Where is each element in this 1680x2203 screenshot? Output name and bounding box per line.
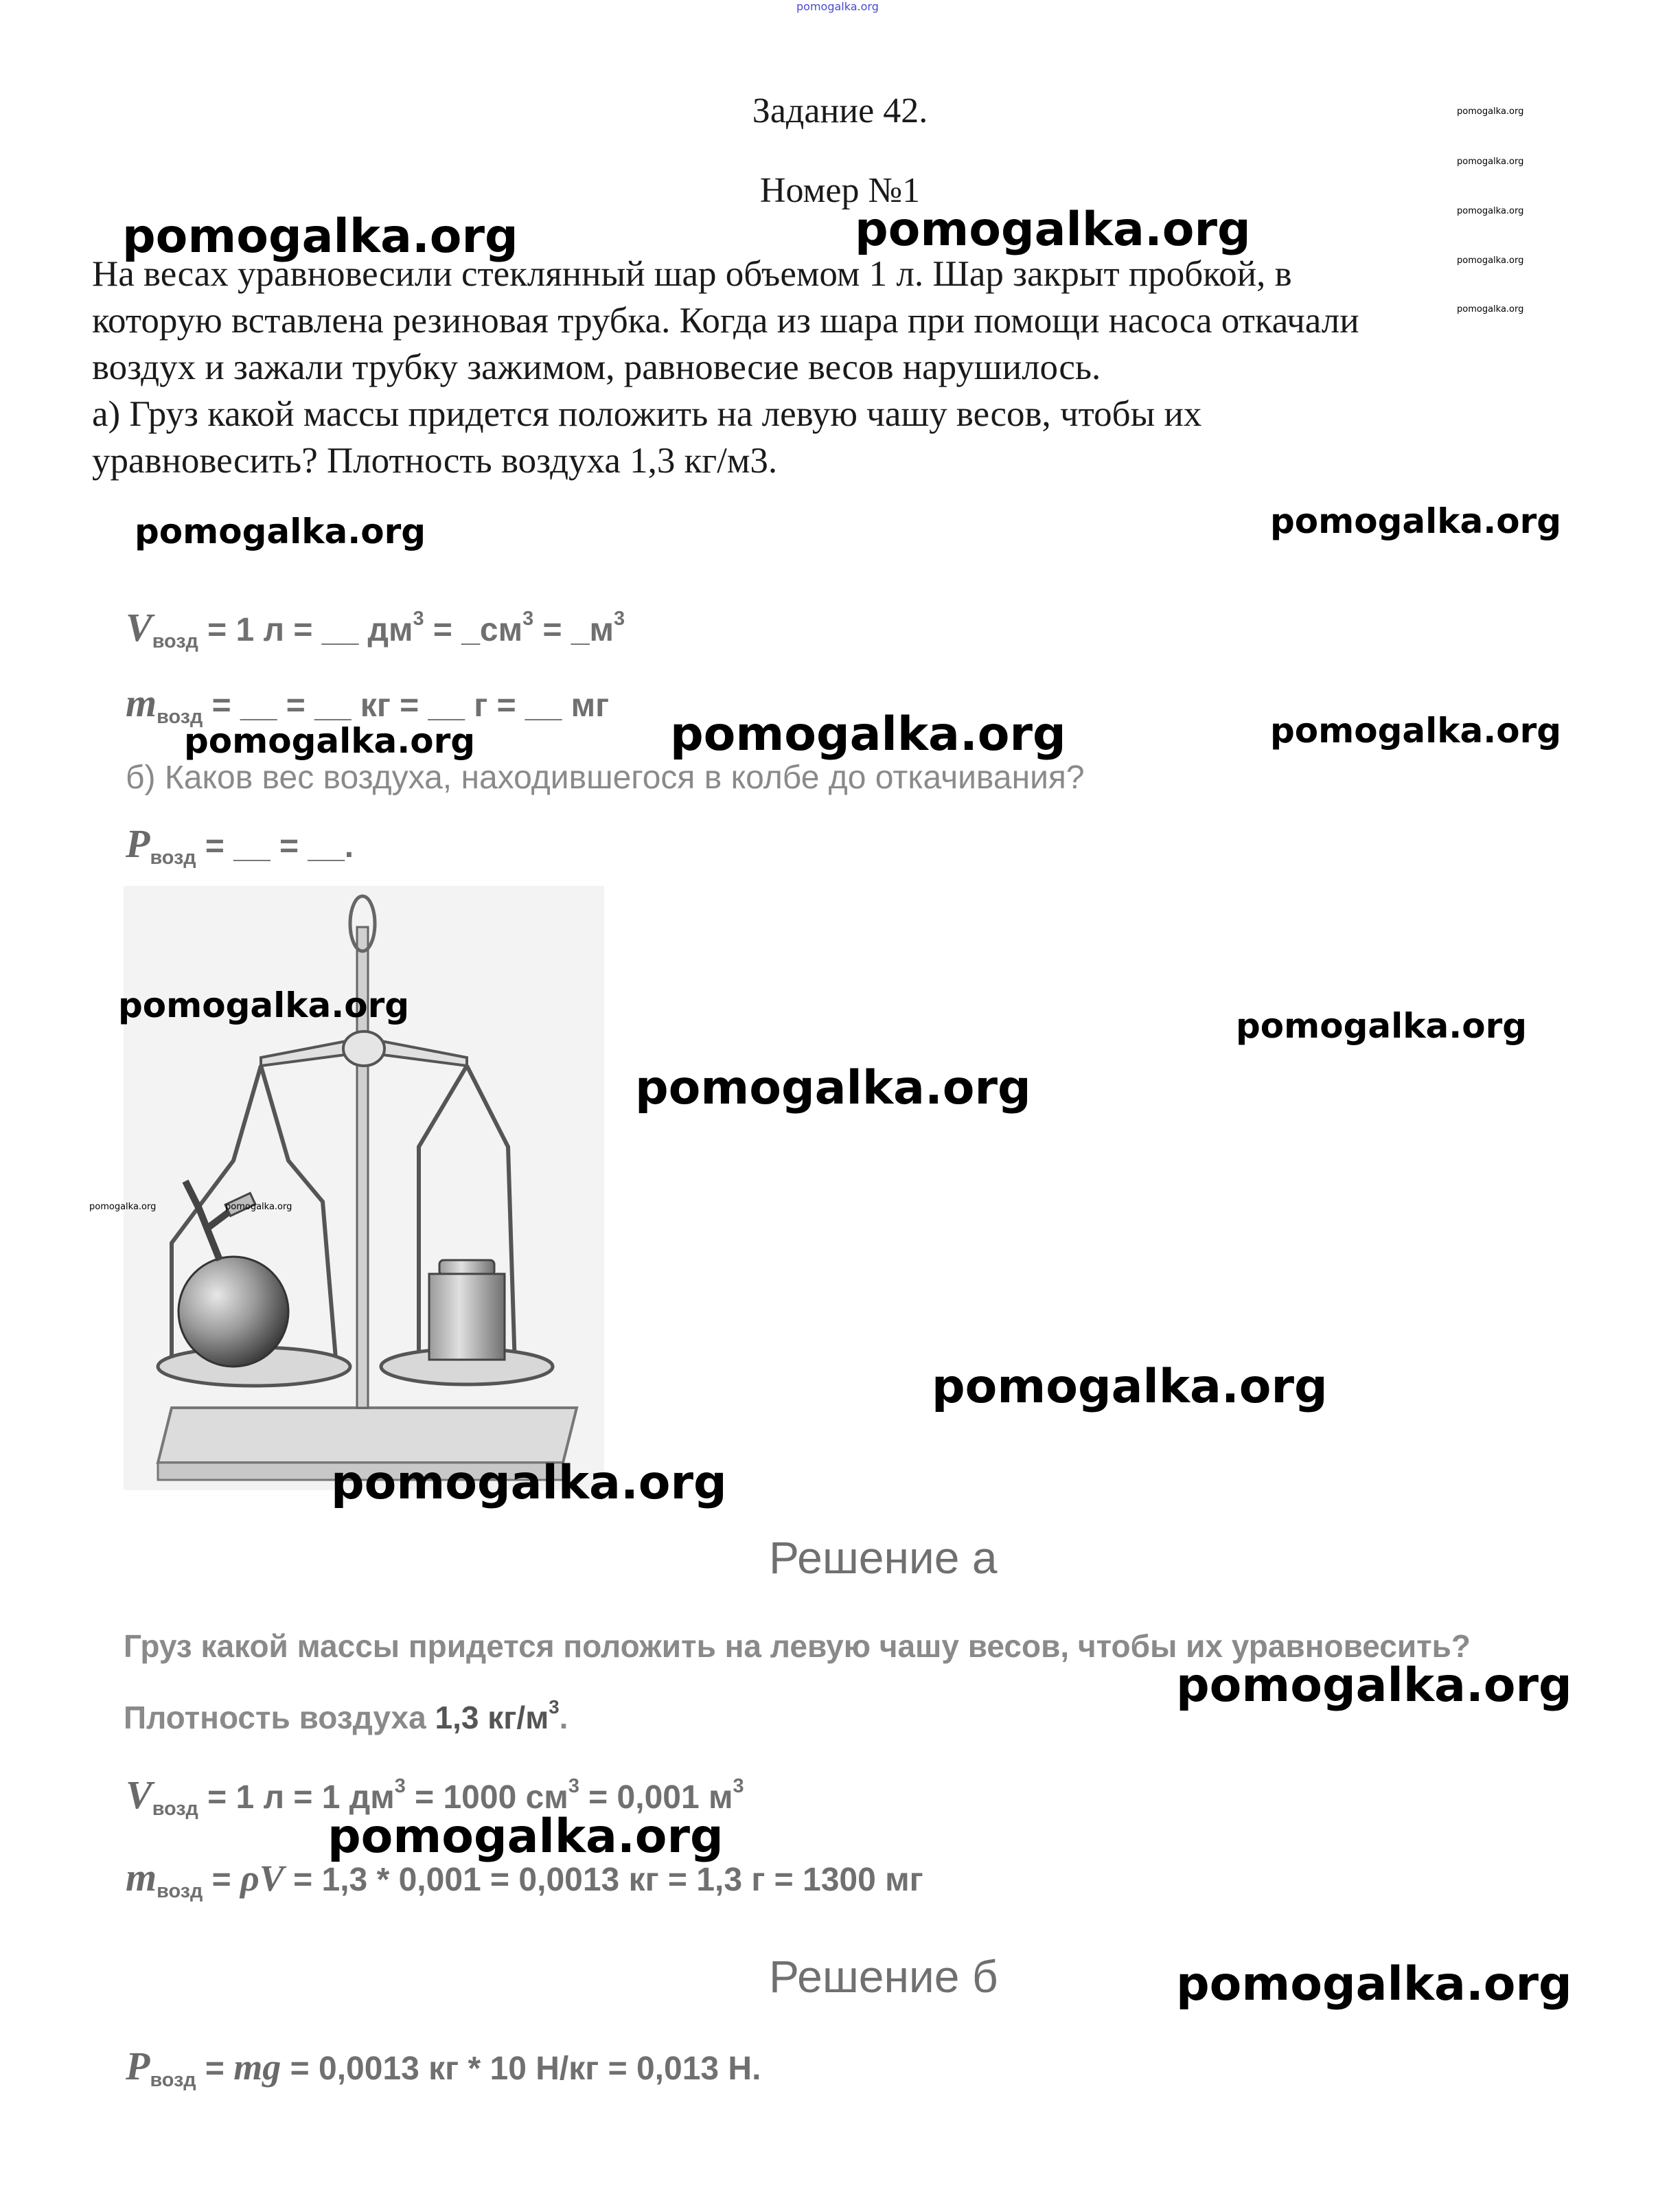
task-title: Задание 42. xyxy=(752,91,928,130)
watermark: pomogalka.org xyxy=(932,1360,1328,1414)
mass-subscript: возд xyxy=(157,706,203,729)
superscript: 3 xyxy=(413,607,424,630)
problem-line: На весах уравновесили стеклянный шар объемом 1 л. Шар закрыт пробкой, в xyxy=(92,254,1292,294)
watermark: pomogalka.org xyxy=(670,707,1066,762)
watermark: pomogalka.org xyxy=(135,512,426,551)
watermark: pomogalka.org xyxy=(1270,501,1562,541)
worksheet-question-b: б) Каков вес воздуха, находившегося в колбе до откачивания? xyxy=(126,760,1085,796)
top-site-link[interactable]: pomogalka.org xyxy=(796,0,879,13)
scale-pivot xyxy=(343,1031,384,1066)
mass-eq-part: = xyxy=(203,1862,240,1898)
volume-eq-part: = 1 л = __ дм xyxy=(198,612,413,648)
problem-line: а) Груз какой массы придется положить на левую чашу весов, чтобы их xyxy=(92,394,1202,434)
solution-a-question-line2 xyxy=(124,1696,568,1736)
problem-line: которую вставлена резиновая трубка. Когда из шара при помощи насоса откачали xyxy=(92,301,1359,341)
weight-eq-part: = 0,0013 кг * 10 Н/кг = 0,013 Н. xyxy=(281,2051,761,2087)
volume-subscript: возд xyxy=(152,630,198,653)
weight-subscript: возд xyxy=(150,847,196,869)
watermark-small: pomogalka.org xyxy=(225,1202,292,1212)
problem-line: уравновесить? Плотность воздуха 1,3 кг/м3. xyxy=(92,441,778,481)
solution-b-weight-line xyxy=(126,2043,761,2092)
punctuation: . xyxy=(559,1700,568,1736)
volume-symbol: V xyxy=(126,605,152,650)
watermark-small: pomogalka.org xyxy=(1457,206,1524,216)
mass-subscript: возд xyxy=(157,1880,203,1903)
superscript: 3 xyxy=(733,1774,744,1797)
weight-symbol: P xyxy=(126,821,150,866)
watermark: pomogalka.org xyxy=(122,209,518,264)
volume-eq-part: = 0,001 м xyxy=(579,1779,733,1816)
watermark-small: pomogalka.org xyxy=(89,1202,157,1212)
weight-eq-part: = xyxy=(196,2051,234,2087)
watermark: pomogalka.org xyxy=(635,1061,1031,1115)
mass-eq: = __ = __ кг = __ г = __ мг xyxy=(203,687,610,724)
density-value: 1,3 кг/м xyxy=(435,1700,549,1736)
solution-a-question-line1: Груз какой массы придется положить на левую чашу весов, чтобы их уравновесить? xyxy=(124,1628,1471,1664)
worksheet-volume-line xyxy=(126,604,625,653)
watermark: pomogalka.org xyxy=(118,985,410,1025)
volume-eq-part: = _см xyxy=(424,612,523,648)
watermark: pomogalka.org xyxy=(184,721,476,761)
watermark: pomogalka.org xyxy=(1176,1957,1572,2011)
volume-eq-part: = _м xyxy=(533,612,614,648)
volume-eq-part: = 1 л = 1 дм xyxy=(198,1779,395,1816)
balance-scale-figure xyxy=(124,886,604,1490)
watermark-small: pomogalka.org xyxy=(1457,304,1524,315)
superscript: 3 xyxy=(568,1774,579,1797)
watermark: pomogalka.org xyxy=(1176,1658,1572,1713)
watermark-small: pomogalka.org xyxy=(1457,255,1524,266)
number-title: Номер №1 xyxy=(759,171,921,210)
glass-ball xyxy=(179,1257,288,1367)
watermark: pomogalka.org xyxy=(327,1810,724,1864)
mass-symbol: m xyxy=(126,1855,157,1899)
weight-symbol: P xyxy=(126,2044,150,2088)
watermark: pomogalka.org xyxy=(331,1456,727,1510)
mg: mg xyxy=(233,2046,281,2088)
rho-v: ρV xyxy=(240,1858,284,1899)
mass-symbol: m xyxy=(126,681,157,725)
watermark: pomogalka.org xyxy=(855,203,1251,257)
superscript: 3 xyxy=(394,1774,406,1797)
problem-line: воздух и зажали трубку зажимом, равновесие весов нарушилось. xyxy=(92,347,1101,387)
superscript: 3 xyxy=(522,607,534,630)
problem-text xyxy=(92,251,1547,484)
worksheet-weight-line xyxy=(126,821,354,869)
mass-eq-part: = 1,3 * 0,001 = 0,0013 кг = 1,3 г = 1300 мг xyxy=(284,1862,923,1898)
superscript: 3 xyxy=(614,607,625,630)
weight xyxy=(429,1260,505,1360)
weight-eq: = __ = __. xyxy=(196,828,354,865)
balance-scale-illustration xyxy=(124,886,604,1490)
volume-symbol: V xyxy=(126,1772,152,1817)
density-label: Плотность воздуха xyxy=(124,1700,435,1736)
superscript: 3 xyxy=(549,1696,560,1717)
solution-a-heading: Решение а xyxy=(769,1532,998,1583)
watermark-small: pomogalka.org xyxy=(1457,157,1524,167)
volume-subscript: возд xyxy=(152,1798,198,1820)
weight-subscript: возд xyxy=(150,2069,196,2092)
watermark: pomogalka.org xyxy=(1236,1006,1528,1046)
solution-b-heading: Решение б xyxy=(769,1951,998,2002)
volume-eq-part: = 1000 см xyxy=(405,1779,568,1816)
watermark-small: pomogalka.org xyxy=(1457,106,1524,117)
watermark: pomogalka.org xyxy=(1270,711,1562,751)
